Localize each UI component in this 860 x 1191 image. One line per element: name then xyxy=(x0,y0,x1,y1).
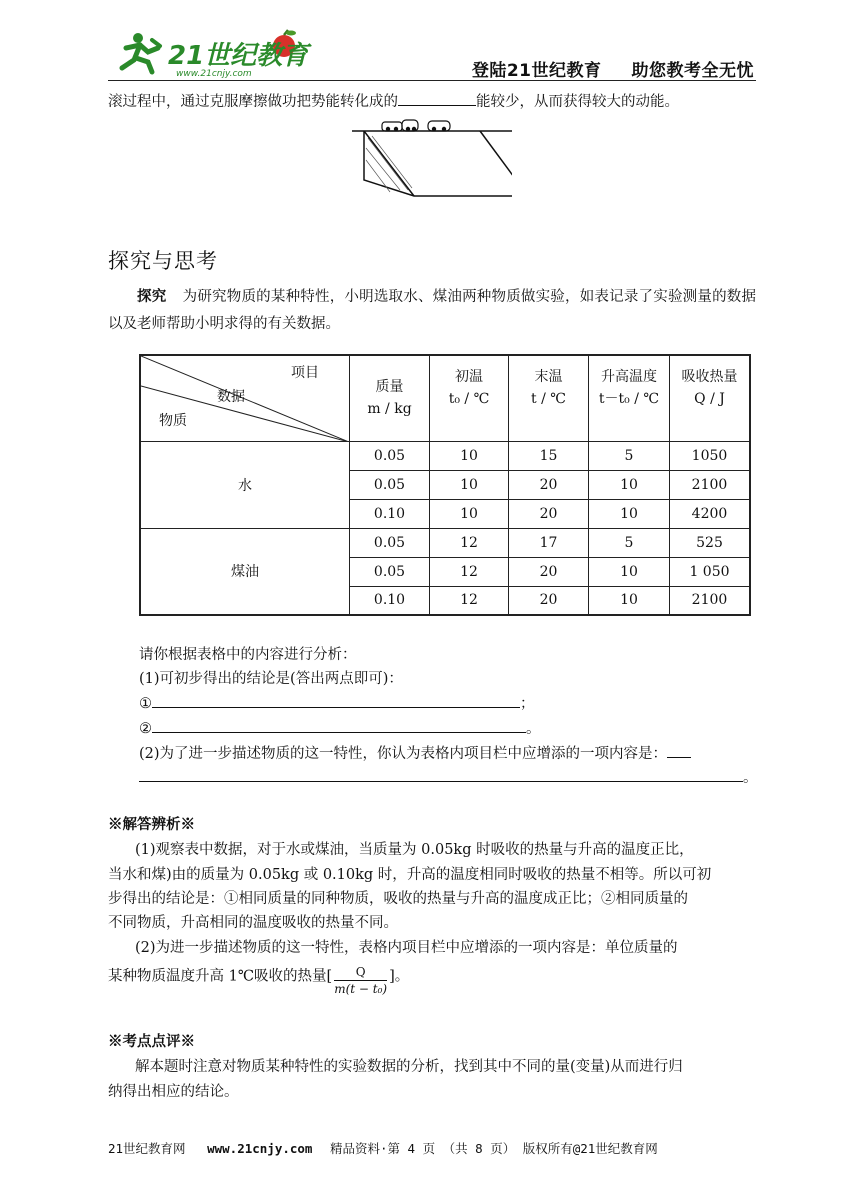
fraction-numerator: Q xyxy=(334,964,387,981)
footer-url[interactable]: www.21cnjy.com xyxy=(207,1141,313,1156)
table-cell: 2100 xyxy=(670,470,751,499)
review-line2: 纳得出相应的结论。 xyxy=(108,1084,239,1100)
table-row xyxy=(140,528,750,557)
site-logo xyxy=(112,28,312,78)
corner-substance-label: 物质 xyxy=(159,413,187,429)
table-cell: 12 xyxy=(430,557,509,586)
answer-p1-line2: 当水和煤)由的质量为 0.05kg 或 0.10kg 时，升高的温度相同时吸收的热量不相等。所以可初 xyxy=(108,867,712,883)
header-temp-rise xyxy=(589,355,670,441)
intro-line xyxy=(108,89,679,115)
table-cell: 10 xyxy=(589,557,670,586)
answer-blank-2[interactable] xyxy=(152,716,526,733)
answer-p2-line2 xyxy=(108,960,410,996)
header-final-temp-l1: 末温 xyxy=(534,369,563,385)
footer-site: 21世纪教育网 xyxy=(108,1141,186,1156)
header-mass xyxy=(350,355,430,441)
table-cell: 5 xyxy=(589,441,670,470)
header-heat-absorbed xyxy=(670,355,751,441)
question-prompt: 请你根据表格中的内容进行分析： xyxy=(139,647,357,663)
table-cell: 10 xyxy=(589,586,670,615)
footer-page-info: 精品资料·第 4 页 （共 8 页） 版权所有@21世纪教育网 xyxy=(329,1141,658,1156)
corner-data-label: 数据 xyxy=(217,389,245,405)
question-2 xyxy=(139,741,691,767)
table-cell: 0.05 xyxy=(350,528,430,557)
header-rule xyxy=(108,80,756,81)
svg-text:www.21cnjy.com: www.21cnjy.com xyxy=(176,69,252,78)
header-initial-temp-l1: 初温 xyxy=(455,369,483,385)
fraction-denominator: m(t − t₀) xyxy=(334,982,388,996)
page-footer xyxy=(108,1139,658,1157)
table-cell: 10 xyxy=(589,470,670,499)
header-temp-rise-l2: t－t₀ / ℃ xyxy=(598,391,660,407)
table-cell: 12 xyxy=(430,528,509,557)
table-cell: 15 xyxy=(509,441,589,470)
header-final-temp xyxy=(509,355,589,441)
review-line1: 解本题时注意对物质某种特性的实验数据的分析，找到其中不同的量(变量)从而进行归 xyxy=(135,1059,683,1075)
header-slogan xyxy=(472,56,754,81)
table-cell: 10 xyxy=(589,499,670,528)
table-cell: 5 xyxy=(589,528,670,557)
header-mass-l2: m / kg xyxy=(367,401,412,418)
intro-before: 滚过程中，通过克服摩擦做功把势能转化成的 xyxy=(108,94,398,110)
table-cell: 0.05 xyxy=(350,441,430,470)
header-slogan-left: 登陆21世纪教育 xyxy=(471,61,602,81)
table-cell: 1 050 xyxy=(670,557,751,586)
table-cell: 17 xyxy=(509,528,589,557)
answer-p2-line2-after: ]。 xyxy=(389,968,410,985)
corner-item-label: 项目 xyxy=(291,365,319,381)
answer-line-3 xyxy=(139,765,758,791)
answer-p1-line1: (1)观察表中数据，对于水或煤油，当质量为 0.05kg 时吸收的热量与升高的温度正比， xyxy=(135,842,694,858)
table-cell: 0.05 xyxy=(350,557,430,586)
table-cell: 10 xyxy=(430,499,509,528)
table-corner-cell xyxy=(140,355,350,441)
data-table xyxy=(139,354,751,616)
answer-p1-line4: 不同物质，升高相同的温度吸收的热量不同。 xyxy=(108,915,398,931)
intro-blank xyxy=(398,89,476,106)
answer-title: ※解答辨析※ xyxy=(108,816,195,833)
table-cell: 12 xyxy=(430,586,509,615)
header-temp-rise-l1: 升高温度 xyxy=(601,369,657,385)
answer-blank-3b[interactable] xyxy=(139,765,743,782)
table-cell: 2100 xyxy=(670,586,751,615)
answer-line-1-end: ； xyxy=(520,696,535,712)
table-cell: 4200 xyxy=(670,499,751,528)
review-title: ※考点点评※ xyxy=(108,1033,195,1050)
answer-line-1-marker: ① xyxy=(139,696,152,712)
table-cell: 20 xyxy=(509,557,589,586)
answer-line-1 xyxy=(139,691,535,717)
svg-text:21世纪教育: 21世纪教育 xyxy=(168,41,309,71)
table-header-row xyxy=(140,355,750,441)
header-final-temp-l2: t / ℃ xyxy=(531,391,566,407)
answer-blank-3a[interactable] xyxy=(667,741,691,758)
intro-after: 能较少，从而获得较大的动能。 xyxy=(476,94,679,110)
table-cell: 10 xyxy=(430,470,509,499)
incline-figure xyxy=(352,118,512,204)
question-2-text: (2)为了进一步描述物质的这一特性，你认为表格内项目栏中应增添的一项内容是： xyxy=(139,746,668,762)
table-cell: 20 xyxy=(509,499,589,528)
answer-p2-line2-before: 某种物质温度升高 1℃吸收的热量[ xyxy=(108,968,333,985)
table-cell: 20 xyxy=(509,470,589,499)
table-cell: 1050 xyxy=(670,441,751,470)
question-1: (1)可初步得出的结论是(答出两点即可)： xyxy=(139,671,403,687)
answer-line-2-marker: ② xyxy=(139,721,152,737)
answer-line-3-end: 。 xyxy=(743,770,758,786)
group-name-kerosene: 煤油 xyxy=(140,528,350,615)
answer-line-2-end: 。 xyxy=(526,721,541,737)
explore-paragraph xyxy=(108,283,756,338)
answer-p1-line3: 步得出的结论是：①相同质量的同种物质，吸收的热量与升高的温度成正比；②相同质量的 xyxy=(108,891,688,907)
explore-label: 探究 xyxy=(137,288,167,305)
heat-fraction xyxy=(334,964,387,997)
header-initial-temp xyxy=(430,355,509,441)
group-name-water: 水 xyxy=(140,441,350,528)
table-cell: 20 xyxy=(509,586,589,615)
header-heat-absorbed-l1: 吸收热量 xyxy=(681,369,738,385)
answer-blank-1[interactable] xyxy=(152,691,520,708)
table-cell: 0.05 xyxy=(350,470,430,499)
logo-graphic xyxy=(112,28,312,78)
table-cell: 10 xyxy=(430,441,509,470)
header-mass-l1: 质量 xyxy=(375,379,404,396)
table-cell: 0.10 xyxy=(350,586,430,615)
section-title: 探究与思考 xyxy=(108,249,218,273)
answer-line-2 xyxy=(139,716,541,742)
header-initial-temp-l2: t₀ / ℃ xyxy=(448,391,490,407)
header-slogan-right: 助您教考全无忧 xyxy=(631,61,754,81)
explore-text: 为研究物质的某种特性，小明选取水、煤油两种物质做实验，如表记录了实验测量的数据以及老师帮助小明求得的有关数据。 xyxy=(108,289,757,332)
table-row xyxy=(140,441,750,470)
answer-p2-line1: (2)为进一步描述物质的这一特性，表格内项目栏中应增添的一项内容是：单位质量的 xyxy=(135,940,678,956)
table-cell: 0.10 xyxy=(350,499,430,528)
header-heat-absorbed-l2: Q / J xyxy=(694,391,725,407)
table-cell: 525 xyxy=(670,528,751,557)
